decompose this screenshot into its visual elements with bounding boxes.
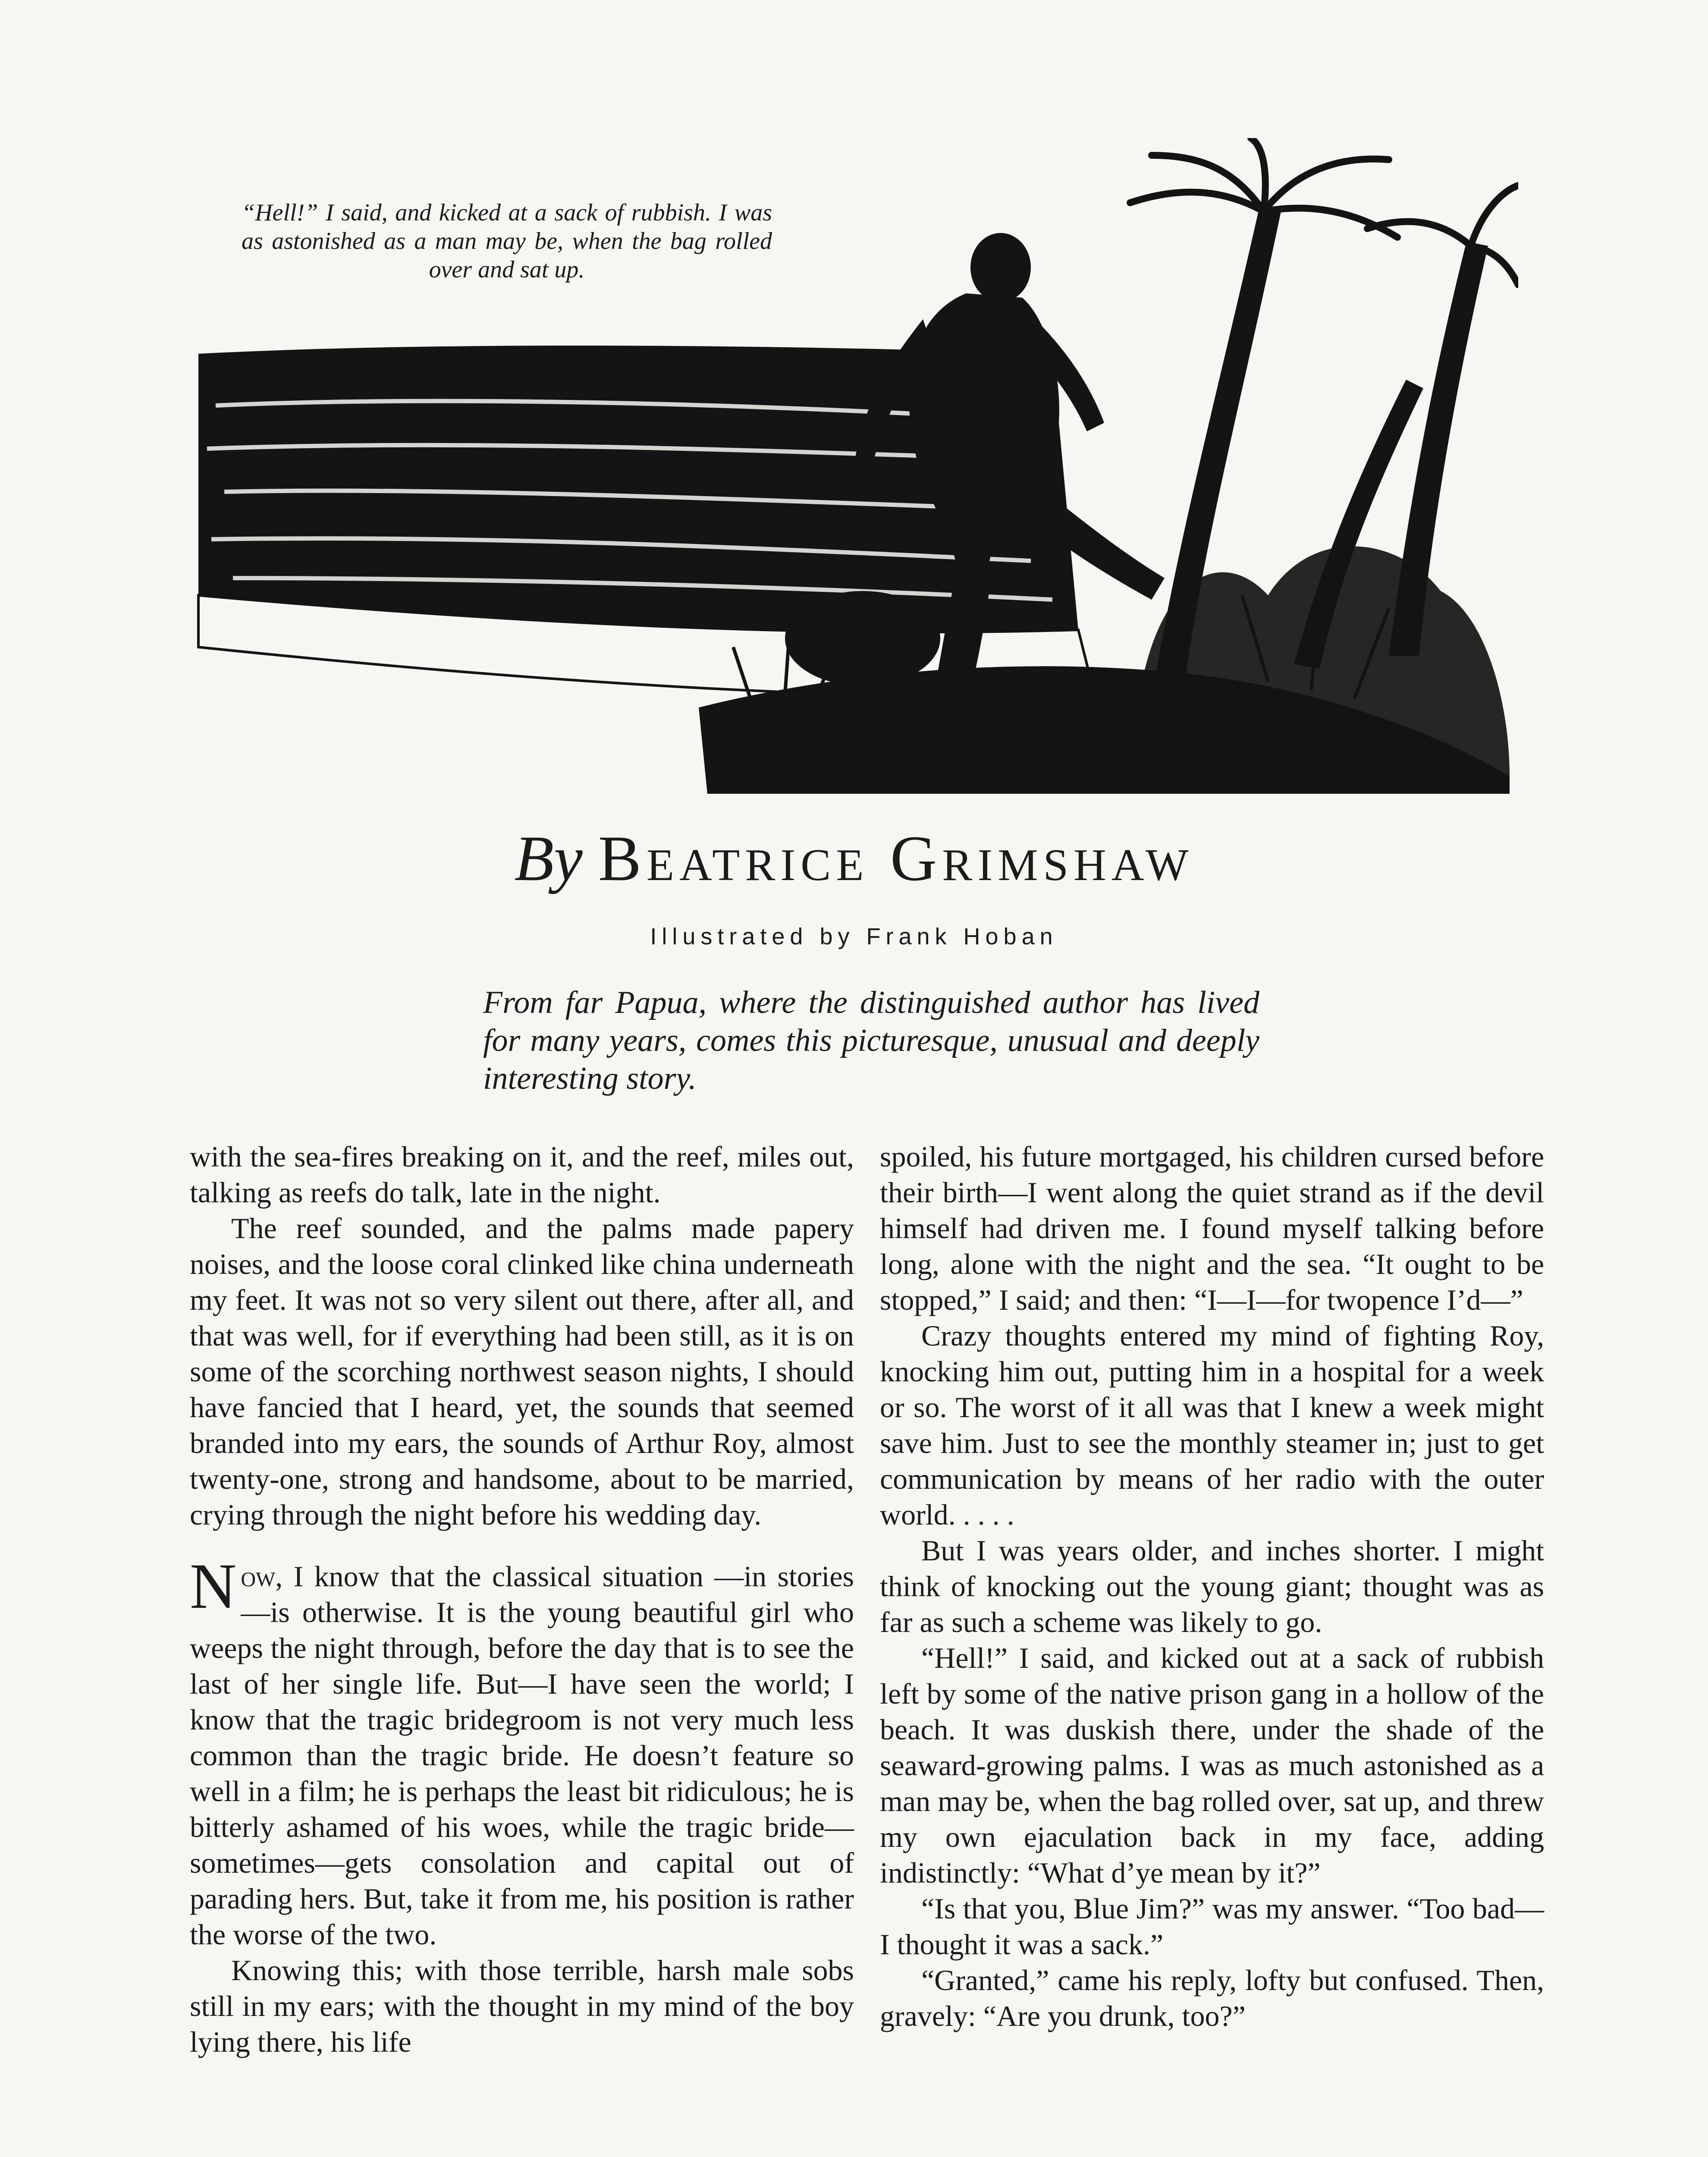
paragraph: “Hell!” I said, and kicked out at a sack of rubbish left by some of the native prison gang in a hollow of the beach. It was duskish there, under the shade of the seaward-growing palms. I was as much astonished as a man may be, when the bag rolled over, sat up, and threw my own ejaculation back in my face, adding indistinctly: “What d’ye mean by it?” <box>880 1641 1544 1889</box>
left-text-column <box>190 1139 854 2060</box>
paragraph: with the sea-fires breaking on it, and the reef, miles out, talking as reefs do talk, late in the night. <box>190 1140 854 1209</box>
paragraph: But I was years older, and inches shorter. I might think of knocking out the young giant; thought was as far as such a scheme was likely to go. <box>880 1534 1544 1638</box>
paragraph: “Granted,” came his reply, lofty but confused. Then, gravely: “Are you drunk, too?” <box>880 1964 1544 2032</box>
section-paragraph <box>190 1550 854 1953</box>
author-byline <box>0 820 1708 897</box>
illustration-caption: “Hell!” I said, and kicked at a sack of rubbish. I was as astonished as a man may be, when the bag rolled over and sat up. <box>242 199 772 283</box>
paragraph: The reef sounded, and the palms made papery noises, and the loose coral clinked like china underneath my feet. It was not so very silent out there, after all, and that was well, for if everything had been still, as it is on some of the scorching northwest season nights, I should have fancied that I heard, yet, the sounds that seemed branded into my ears, the sounds of Arthur Roy, almost twenty-one, strong and handsome, about to be married, crying through the night before his wedding day. <box>190 1212 854 1531</box>
byline-by: By <box>514 823 583 894</box>
drop-cap: N <box>190 1550 237 1622</box>
right-text-column <box>880 1139 1544 2034</box>
lead-in-smallcaps: ow <box>241 1560 276 1593</box>
author-name: Beatrice Grimshaw <box>598 823 1194 894</box>
story-deck: From far Papua, where the distinguished author has lived for many years, comes this picturesque, unusual and deeply interesting story. <box>483 985 1259 1096</box>
paragraph-text: , I know that the classical situation —in stories—is otherwise. It is the young beautiful girl who weeps the night through, before the day that is to see the last of her single life. But—I have seen the world; I know that the tragic bridegroom is not very much less common than the tragic bride. He doesn’t feature so well in a film; he is perhaps the least bit ridiculous; he is bitterly ashamed of his woes, while the tragic bride—sometimes—gets consolation and capital out of parading hers. But, take it from me, his position is rather the worse of the two. <box>190 1560 854 1951</box>
paragraph: Crazy thoughts entered my mind of fighting Roy, knocking him out, putting him in a hospital for a week or so. The worst of it all was that I knew a week might save him. Just to see the monthly steamer in; just to get communication by means of her radio with the outer world. . . . . <box>880 1319 1544 1531</box>
paragraph: “Is that you, Blue Jim?” was my answer. “Too bad—I thought it was a sack.” <box>880 1892 1544 1961</box>
paragraph: spoiled, his future mortgaged, his children cursed before their birth—I went along the quiet strand as if the devil himself had driven me. I found myself talking before long, alone with the night and the sea. “It ought to be stopped,” I said; and then: “I—I—for twopence I’d—” <box>880 1140 1544 1316</box>
paragraph: Knowing this; with those terrible, harsh male sobs still in my ears; with the thought in my mind of the boy lying there, his life <box>190 1954 854 2058</box>
illustrator-credit: Illustrated by Frank Hoban <box>650 924 1058 950</box>
